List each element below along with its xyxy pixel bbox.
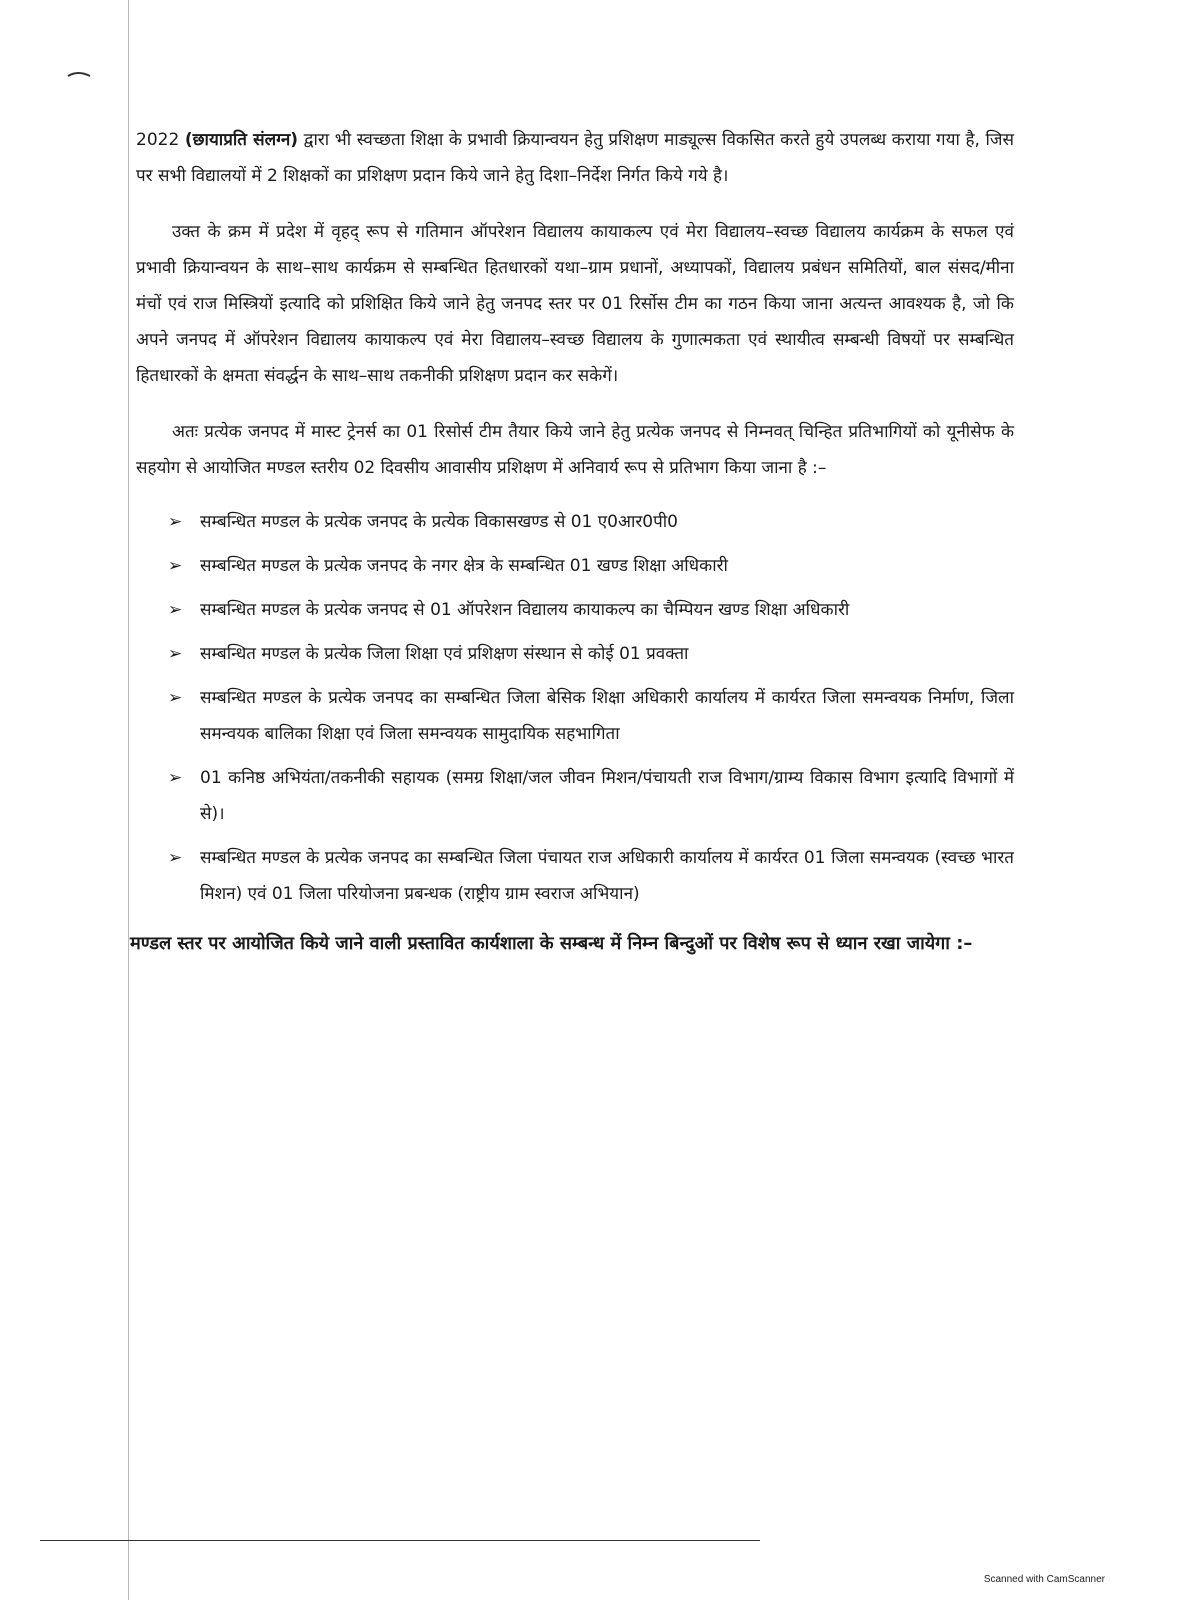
list-item	[166, 636, 1014, 672]
list-item	[166, 592, 1014, 628]
bullet-arrow-icon: ➢	[168, 600, 183, 620]
list-item-text: सम्बन्धित मण्डल के प्रत्येक जिला शिक्षा एवं प्रशिक्षण संस्थान से कोई 01 प्रवक्ता	[200, 644, 689, 664]
participant-list	[136, 504, 1014, 912]
letter-body	[130, 122, 1014, 962]
bullet-arrow-icon: ➢	[168, 688, 183, 708]
page-margin-line	[128, 0, 129, 1600]
list-item	[166, 760, 1014, 832]
list-item-text: सम्बन्धित मण्डल के प्रत्येक जनपद से 01 ऑपरेशन विद्यालय कायाकल्प का चैम्पियन खण्ड शिक्षा अधिकारी	[200, 600, 850, 620]
list-item	[166, 840, 1014, 912]
list-item-text: सम्बन्धित मण्डल के प्रत्येक जनपद के नगर क्षेत्र के सम्बन्धित 01 खण्ड शिक्षा अधिकारी	[200, 556, 728, 576]
list-item-text: सम्बन्धित मण्डल के प्रत्येक जनपद का सम्बन्धित जिला बेसिक शिक्षा अधिकारी कार्यालय में कार्यरत जिला समन्वयक निर्माण, जिला समन्वयक बालिका शिक्षा एवं जिला समन्वयक सामुदायिक सहभागिता	[200, 688, 1014, 744]
section-heading: मण्डल स्तर पर आयोजित किये जाने वाली प्रस्तावित कार्यशाला के सम्बन्ध में निम्न बिन्दुओं पर विशेष रूप से ध्यान रखा जायेगा :–	[130, 933, 973, 954]
paragraph-1-year: 2022	[136, 130, 180, 150]
paragraph-1-bold-note: (छायाप्रति संलग्न)	[184, 130, 299, 150]
paragraph-3: अतः प्रत्येक जनपद में मास्ट ट्रेनर्स का 01 रिसोर्स टीम तैयार किये जाने हेतु प्रत्येक जनपद से निम्नवत् चिन्हित प्रतिभागियों को यूनीसेफ के सहयोग से आयोजित मण्डल स्तरीय 02 दिवसीय आवासीय प्रशिक्षण में अनिवार्य रूप से प्रतिभाग किया जाना है :–	[136, 422, 1014, 478]
list-item-text: 01 कनिष्ठ अभियंता/तकनीकी सहायक (समग्र शिक्षा/जल जीवन मिशन/पंचायती राज विभाग/ग्राम्य विकास विभाग इत्यादि विभागों में से)।	[200, 768, 1014, 824]
list-item-text: सम्बन्धित मण्डल के प्रत्येक जनपद का सम्बन्धित जिला पंचायत राज अधिकारी कार्यालय में कार्यरत 01 जिला समन्वयक (स्वच्छ भारत मिशन) एवं 01 जिला परियोजना प्रबन्धक (राष्ट्रीय ग्राम स्वराज अभियान)	[200, 848, 1014, 904]
bullet-arrow-icon: ➢	[168, 556, 183, 576]
paragraph-1-text: द्वारा भी स्वच्छता शिक्षा के प्रभावी क्रियान्वयन हेतु प्रशिक्षण माड्यूल्स विकसित करते हुये उपलब्ध कराया गया है, जिस पर सभी विद्यालयों में 2 शिक्षकों का प्रशिक्षण प्रदान किये जाने हेतु दिशा–निर्देश निर्गत किये गये है।	[136, 130, 1014, 186]
paragraph-1	[136, 122, 1014, 194]
list-item-text: सम्बन्धित मण्डल के प्रत्येक जनपद के प्रत्येक विकासखण्ड से 01 ए0आर0पी0	[200, 512, 679, 532]
scan-artifact-mark	[60, 60, 100, 100]
list-item	[166, 548, 1014, 584]
bullet-arrow-icon: ➢	[168, 512, 183, 532]
footer-divider	[40, 1540, 760, 1541]
bullet-arrow-icon: ➢	[168, 848, 183, 868]
bullet-arrow-icon: ➢	[168, 768, 183, 788]
list-item	[166, 504, 1014, 540]
paragraph-2: उक्त के क्रम में प्रदेश में वृहद् रूप से गतिमान ऑपरेशन विद्यालय कायाकल्प एवं मेरा विद्यालय–स्वच्छ विद्यालय कार्यक्रम के सफल एवं प्रभावी क्रियान्वयन के साथ–साथ कार्यक्रम से सम्बन्धित हितधारकों यथा–ग्राम प्रधानों, अध्यापकों, विद्यालय प्रबंधन समितियों, बाल संसद/मीना मंचों एवं राज मिस्त्रियों इत्यादि को प्रशिक्षित किये जाने हेतु जनपद स्तर पर 01 रिर्सोस टीम का गठन किया जाना अत्यन्त आवश्यक है, जो कि अपने जनपद में ऑपरेशन विद्यालय कायाकल्प एवं मेरा विद्यालय–स्वच्छ विद्यालय के गुणात्मकता एवं स्थायीत्व सम्बन्धी विषयों पर सम्बन्धित हितधारकों के क्षमता संवर्द्धन के साथ–साथ तकनीकी प्रशिक्षण प्रदान कर सकेगें।	[136, 222, 1014, 386]
list-item	[166, 680, 1014, 752]
bullet-arrow-icon: ➢	[168, 644, 183, 664]
scanner-watermark: Scanned with CamScanner	[983, 1574, 1105, 1585]
